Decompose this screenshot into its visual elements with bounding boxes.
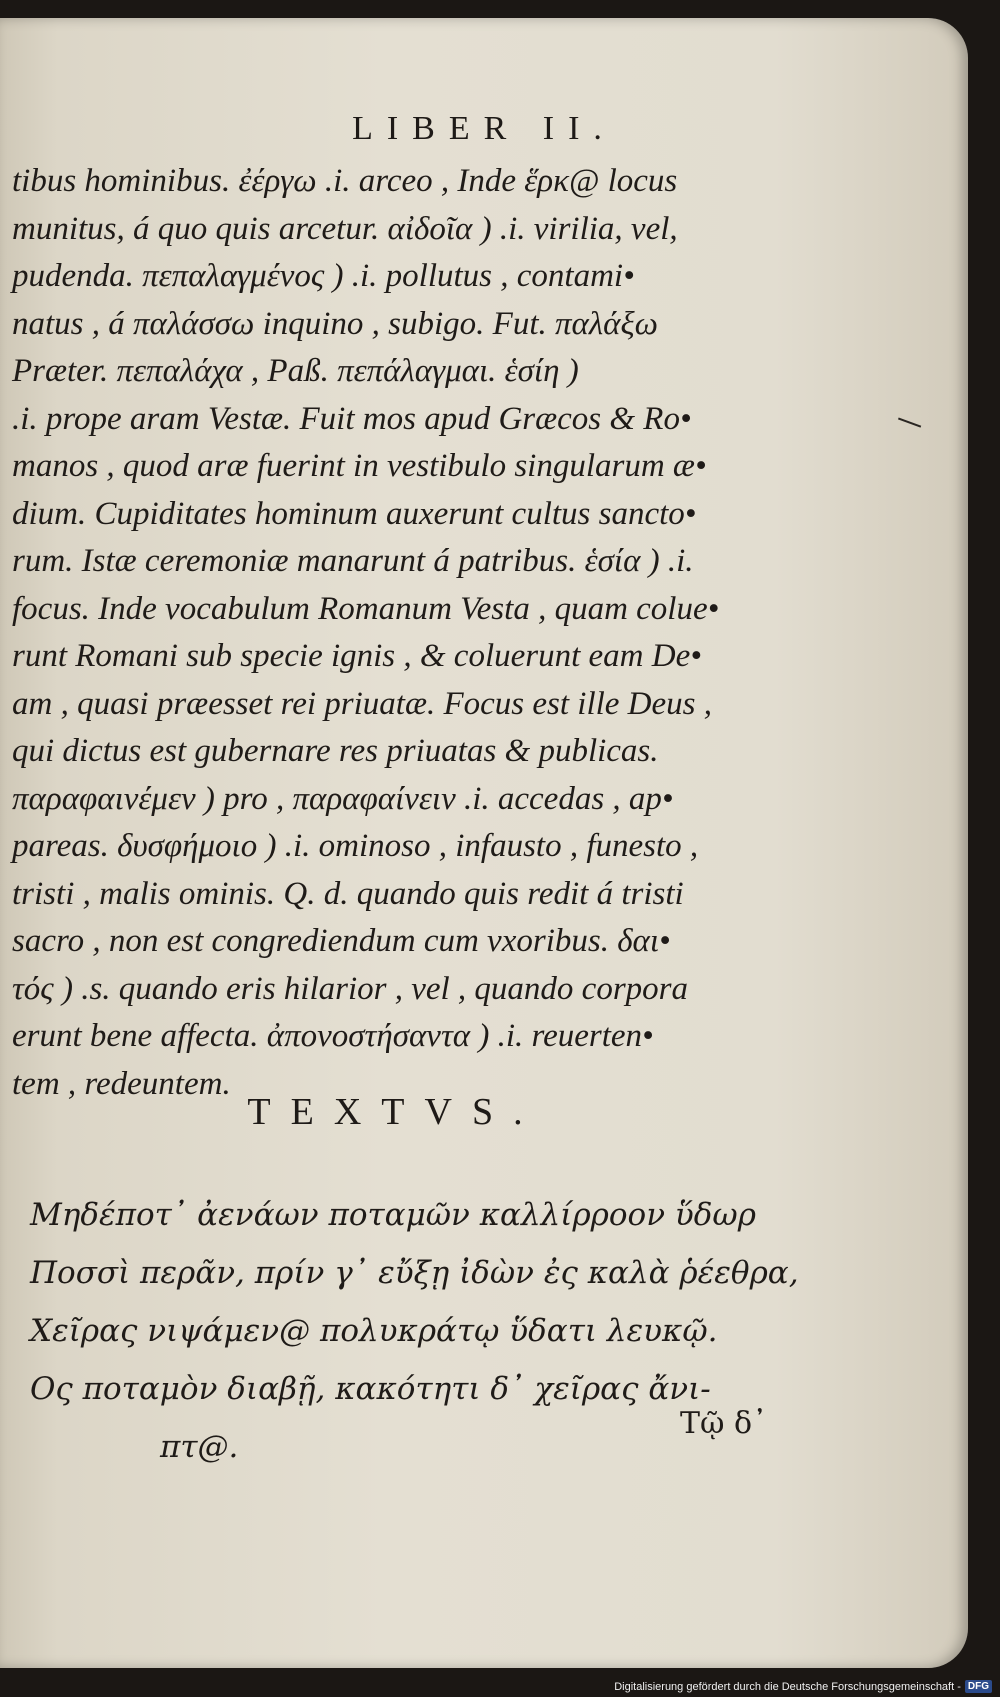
commentary-line: natus , á παλάσσω inquino , subigo. Fut. παλάξω xyxy=(12,305,658,342)
commentary-line: erunt bene affecta. ἀπονοστήσαντα ) .i. reuerten• xyxy=(12,1018,654,1054)
catchword: Τῷ δ᾽ xyxy=(680,1406,768,1441)
commentary-line: παραφαινέμεν ) pro , παραφαίνειν .i. accedas , ap• xyxy=(12,780,674,817)
commentary-line: manos , quod aræ fuerint in vestibulo singularum æ• xyxy=(12,448,707,484)
digitization-credit xyxy=(614,1680,992,1693)
commentary-line: tibus hominibus. ἐέργω .i. arceo , Inde ἕρκ@ locus xyxy=(12,163,678,199)
commentary-line: runt Romani sub specie ignis , & coluerunt eam De• xyxy=(12,638,702,674)
commentary-line: Præter. πεπαλάχα , Paß. πεπάλαγμαι. ἑσίη ) xyxy=(12,353,579,389)
commentary-line: focus. Inde vocabulum Romanum Vesta , quam colue• xyxy=(12,590,720,627)
commentary-line: .i. prope aram Vestæ. Fuit mos apud Græcos & Ro• xyxy=(12,400,692,437)
verse-line: Ος ποταμὸν διαβῇ, κακότητι δ᾽ χεῖρας ἄνι- xyxy=(30,1371,711,1407)
greek-verse xyxy=(30,1186,799,1476)
commentary-line: dium. Cupiditates hominum auxerunt cultus sancto• xyxy=(12,495,697,532)
verse-line: Μηδέποτ᾽ ἀενάων ποταμῶν καλλίρροον ὕδωρ xyxy=(30,1197,756,1233)
commentary-text xyxy=(12,158,770,1108)
dfg-logo: DFG xyxy=(965,1680,992,1693)
commentary-line: qui dictus est gubernare res priuatas & publicas. xyxy=(12,733,659,769)
verse-line: Χεῖρας νιψάμεν@ πολυκράτῳ ὕδατι λευκῷ. xyxy=(30,1313,718,1349)
verse-line: Ποσσὶ περᾶν, πρίν γ᾽ εὔξῃ ἰδὼν ἐς καλὰ ῥέεθρα, xyxy=(30,1255,799,1291)
commentary-line: pareas. δυσφήμοιο ) .i. ominoso , infausto , funesto , xyxy=(12,828,699,864)
running-header: LIBER II. xyxy=(352,110,616,147)
section-title: TEXTVS. xyxy=(247,1091,543,1133)
book-page xyxy=(0,18,968,1668)
commentary-line: pudenda. πεπαλαγμένος ) .i. pollutus , contami• xyxy=(12,258,635,294)
commentary-line: tristi , malis ominis. Q. d. quando quis redit á tristi xyxy=(12,875,684,912)
commentary-line: am , quasi præesset rei priuatæ. Focus est ille Deus , xyxy=(12,685,712,722)
commentary-line: τός ) .s. quando eris hilarior , vel , quando corpora xyxy=(12,970,689,1007)
commentary-line: munitus, á quo quis arcetur. αἰδοῖα ) .i. virilia, vel, xyxy=(12,210,678,247)
margin-mark xyxy=(898,404,926,427)
commentary-line: rum. Istæ ceremoniæ manarunt á patribus. ἑσία ) .i. xyxy=(12,543,694,579)
credit-text: Digitalisierung gefördert durch die Deutsche Forschungsgemeinschaft - xyxy=(614,1680,961,1693)
commentary-line: tem , redeuntem. xyxy=(12,1065,231,1102)
verse-line: πτ@. xyxy=(160,1429,239,1465)
commentary-line: sacro , non est congrediendum cum vxoribus. δαι• xyxy=(12,923,671,959)
